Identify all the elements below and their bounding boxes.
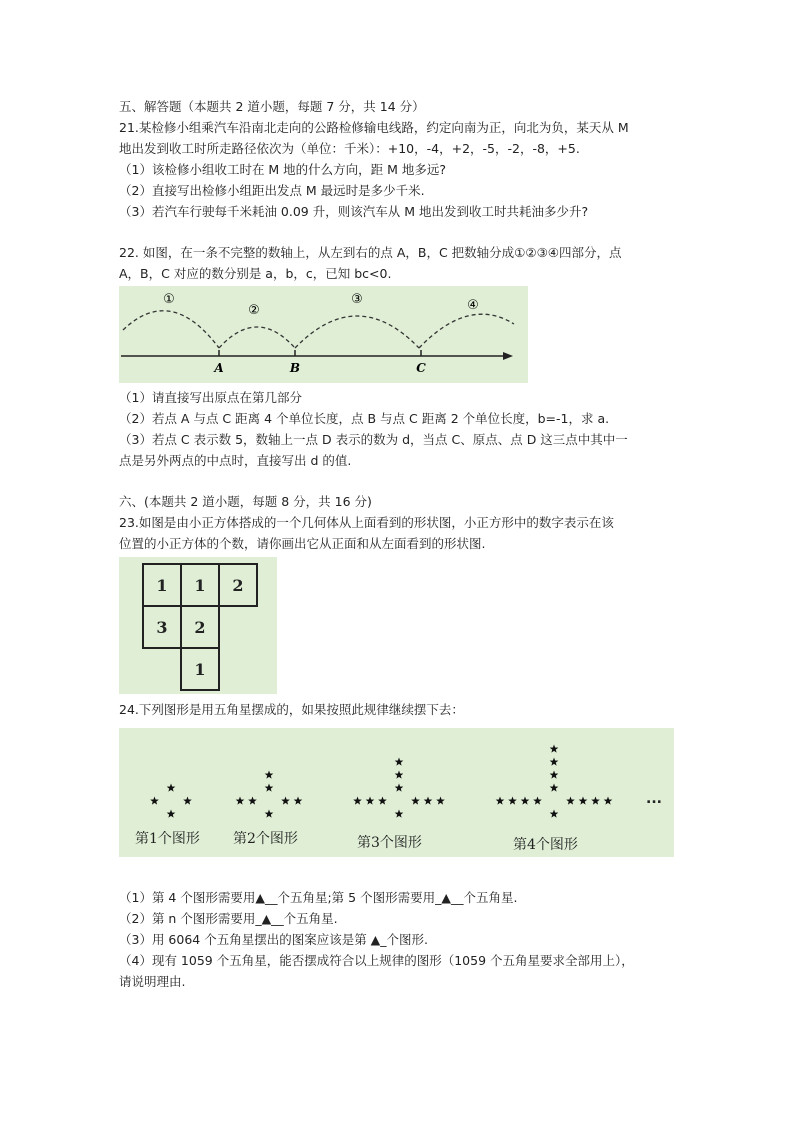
star-fig3-right-1 bbox=[411, 797, 420, 805]
star-fig2-right-1 bbox=[281, 797, 290, 805]
star-fig3-left-2 bbox=[366, 797, 375, 805]
star-fig4-left-2 bbox=[521, 797, 530, 805]
star-fig2-up-1 bbox=[265, 784, 274, 792]
star-fig4-left-1 bbox=[533, 797, 542, 805]
star-fig2-up-2 bbox=[265, 771, 274, 779]
arc-label-3: ③ bbox=[351, 292, 363, 307]
q24-sub2: （2）第 n 个图形需要用_▲__个五角星. bbox=[119, 911, 338, 926]
star-fig4-up-1 bbox=[550, 784, 559, 792]
star-fig3-left-1 bbox=[378, 797, 387, 805]
caption-figure-4: 第4个图形 bbox=[513, 837, 578, 853]
q21-sub3: （3）若汽车行驶每千米耗油 0.09 升，则该汽车从 M 地出发到收工时共耗油多少升? bbox=[119, 204, 589, 219]
star-fig4-bottom bbox=[550, 810, 559, 818]
star-fig1-left-1 bbox=[150, 797, 159, 805]
star-fig1-up-1 bbox=[167, 784, 176, 792]
q21-text-line1: 21.某检修小组乘汽车沿南北走向的公路检修输电线路，约定向南为正，向北为负，某天从 M bbox=[119, 120, 629, 135]
q21-text-line2: 地出发到收工时所走路径依次为（单位：千米）：+10，-4，+2，-5，-2，-8，+5. bbox=[119, 141, 580, 156]
q22-sub3-line2: 点是另外两点的中点时，直接写出 d 的值. bbox=[119, 453, 352, 468]
star-fig3-left-3 bbox=[353, 797, 362, 805]
point-label-c: C bbox=[416, 361, 426, 375]
q21-sub2: （2）直接写出检修小组距出发点 M 最远时是多少千米. bbox=[119, 183, 425, 198]
star-fig4-up-4 bbox=[550, 745, 559, 753]
section6-heading: 六、(本题共 2 道小题，每题 8 分，共 16 分) bbox=[119, 494, 372, 509]
star-fig4-right-3 bbox=[591, 797, 600, 805]
grid-cell-r1c2: 1 bbox=[180, 563, 220, 607]
q21-sub1: （1）该检修小组收工时在 M 地的什么方向，距 M 地多远? bbox=[119, 162, 447, 177]
arc-label-1: ① bbox=[163, 292, 175, 307]
caption-figure-3: 第3个图形 bbox=[357, 835, 422, 851]
star-fig4-left-4 bbox=[496, 797, 505, 805]
star-fig4-up-2 bbox=[550, 771, 559, 779]
q22-text-line2: A，B，C 对应的数分别是 a，b，c，已知 bc<0. bbox=[119, 266, 392, 281]
grid-cell-r1c1: 1 bbox=[142, 563, 182, 607]
star-fig2-bottom bbox=[265, 810, 274, 818]
q22-text-line1: 22. 如图，在一条不完整的数轴上，从左到右的点 A，B，C 把数轴分成①②③④四部分，点 bbox=[119, 245, 622, 260]
q24-sub1: （1）第 4 个图形需要用▲__个五角星;第 5 个图形需要用_▲__个五角星. bbox=[119, 890, 518, 905]
star-fig4-left-3 bbox=[508, 797, 517, 805]
star-fig4-right-1 bbox=[566, 797, 575, 805]
star-fig3-right-3 bbox=[436, 797, 445, 805]
star-pattern-figure bbox=[119, 728, 674, 857]
q22-sub1: （1）请直接写出原点在第几部分 bbox=[119, 390, 302, 405]
q24-intro: 24.下列图形是用五角星摆成的，如果按照此规律继续摆下去： bbox=[119, 702, 464, 717]
star-fig4-right-4 bbox=[604, 797, 613, 805]
q22-sub3-line1: （3）若点 C 表示数 5，数轴上一点 D 表示的数为 d，当点 C、原点、点 D 这三点中其中一 bbox=[119, 432, 628, 447]
number-line-figure bbox=[119, 286, 528, 383]
star-fig2-right-2 bbox=[294, 797, 303, 805]
q23-text-line2: 位置的小正方体的个数，请你画出它从正面和从左面看到的形状图. bbox=[119, 536, 486, 551]
q24-sub4-line2: 请说明理由. bbox=[119, 974, 186, 989]
grid-cell-r1c3: 2 bbox=[218, 563, 258, 607]
grid-cell-r3c2: 1 bbox=[180, 647, 220, 691]
star-fig3-right-2 bbox=[424, 797, 433, 805]
section5-heading: 五、解答题（本题共 2 道小题，每题 7 分，共 14 分） bbox=[119, 99, 425, 114]
point-label-a: A bbox=[214, 361, 224, 375]
grid-cell-r2c1: 3 bbox=[142, 605, 182, 649]
ellipsis: ... bbox=[646, 791, 662, 807]
q24-sub3: （3）用 6064 个五角星摆出的图案应该是第 ▲_个图形. bbox=[119, 932, 429, 947]
q22-sub2: （2）若点 A 与点 C 距离 4 个单位长度，点 B 与点 C 距离 2 个单位长度，b=-1，求 a. bbox=[119, 411, 610, 426]
star-fig4-right-2 bbox=[579, 797, 588, 805]
q23-text-line1: 23.如图是由小正方体搭成的一个几何体从上面看到的形状图，小正方形中的数字表示在该 bbox=[119, 515, 614, 530]
star-fig2-left-2 bbox=[236, 797, 245, 805]
top-view-grid-figure bbox=[119, 557, 277, 694]
star-fig1-right-1 bbox=[183, 797, 192, 805]
q24-sub4-line1: （4）现有 1059 个五角星，能否摆成符合以上规律的图形（1059 个五角星要求全部用上）， bbox=[119, 953, 634, 968]
arc-label-4: ④ bbox=[467, 298, 479, 313]
star-fig3-up-2 bbox=[395, 771, 404, 779]
caption-figure-2: 第2个图形 bbox=[233, 831, 298, 847]
caption-figure-1: 第1个图形 bbox=[135, 831, 200, 847]
star-fig2-left-1 bbox=[248, 797, 257, 805]
star-fig4-up-3 bbox=[550, 758, 559, 766]
star-fig1-bottom bbox=[167, 810, 176, 818]
star-fig3-bottom bbox=[395, 810, 404, 818]
grid-cell-r2c2: 2 bbox=[180, 605, 220, 649]
arc-label-2: ② bbox=[248, 303, 260, 318]
star-fig3-up-1 bbox=[395, 784, 404, 792]
star-fig3-up-3 bbox=[395, 758, 404, 766]
point-label-b: B bbox=[289, 361, 301, 375]
